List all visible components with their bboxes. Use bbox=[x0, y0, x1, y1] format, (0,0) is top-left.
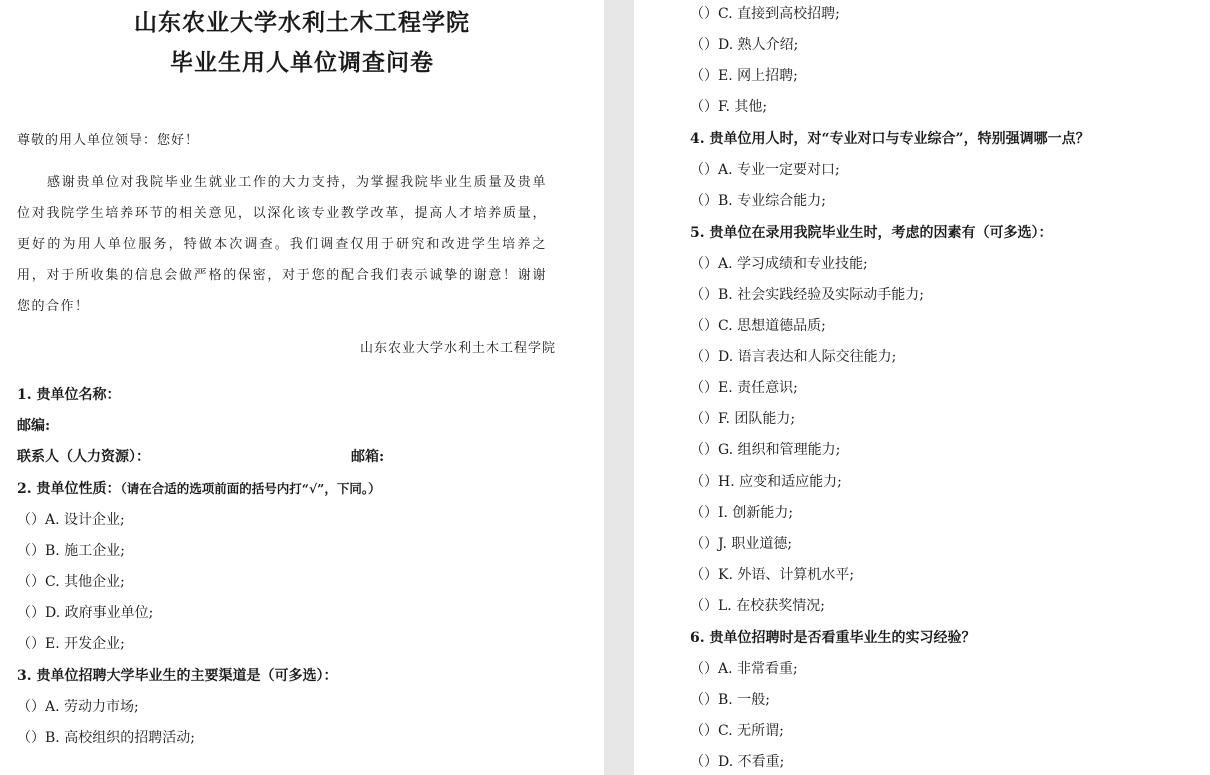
q2-label: 2. 贵单位性质： bbox=[17, 481, 121, 497]
q3-option-c[interactable]: （）C. 直接到高校招聘; bbox=[690, 6, 840, 22]
q5-option-h[interactable]: （）H. 应变和适应能力; bbox=[690, 474, 842, 490]
q4-label: 4. 贵单位用人时，对“专业对口与专业综合”，特别强调哪一点？ bbox=[690, 131, 1090, 147]
q6-option-b[interactable]: （）B. 一般; bbox=[690, 692, 770, 708]
q2-option-e[interactable]: （）E. 开发企业; bbox=[17, 636, 125, 652]
q1-postcode-label: 邮编: bbox=[17, 418, 51, 434]
q3-option-e[interactable]: （）E. 网上招聘; bbox=[690, 68, 798, 84]
q3-option-d[interactable]: （）D. 熟人介绍; bbox=[690, 37, 799, 53]
page-gap bbox=[604, 0, 634, 775]
q5-option-l[interactable]: （）L. 在校获奖情况; bbox=[690, 598, 825, 614]
q1-label: 1. 贵单位名称： bbox=[17, 387, 121, 403]
q1-email-label: 邮箱: bbox=[351, 449, 385, 465]
q3-option-a[interactable]: （）A. 劳动力市场; bbox=[17, 699, 139, 715]
q3-option-f[interactable]: （）F. 其他; bbox=[690, 99, 768, 115]
q4-option-a[interactable]: （）A. 专业一定要对口; bbox=[690, 162, 840, 178]
q5-option-j[interactable]: （）J. 职业道德; bbox=[690, 536, 793, 552]
title-line-2: 毕业生用人单位调查问卷 bbox=[170, 49, 434, 76]
q6-label: 6. 贵单位招聘时是否看重毕业生的实习经验？ bbox=[690, 630, 976, 646]
q6-option-d[interactable]: （）D. 不看重; bbox=[690, 754, 785, 770]
q1-contact-label: 联系人（人力资源）： bbox=[17, 449, 150, 465]
q6-option-c[interactable]: （）C. 无所谓; bbox=[690, 723, 784, 739]
q2-option-a[interactable]: （）A. 设计企业; bbox=[17, 512, 125, 528]
q5-option-f[interactable]: （）F. 团队能力; bbox=[690, 411, 796, 427]
q3-label: 3. 贵单位招聘大学毕业生的主要渠道是（可多选）： bbox=[17, 668, 338, 684]
document-page-left bbox=[0, 0, 604, 775]
q2-note: （请在合适的选项前面的括号内打“√”，下同。） bbox=[120, 481, 381, 496]
q5-option-e[interactable]: （）E. 责任意识; bbox=[690, 380, 798, 396]
q5-option-c[interactable]: （）C. 思想道德品质; bbox=[690, 318, 826, 334]
q3-option-b[interactable]: （）B. 高校组织的招聘活动; bbox=[17, 730, 195, 746]
q2-option-d[interactable]: （）D. 政府事业单位; bbox=[17, 605, 154, 621]
greeting: 尊敬的用人单位领导：您好！ bbox=[17, 133, 200, 148]
q5-option-k[interactable]: （）K. 外语、计算机水平; bbox=[690, 567, 855, 583]
q5-option-i[interactable]: （）I. 创新能力; bbox=[690, 505, 794, 521]
q2-option-c[interactable]: （）C. 其他企业; bbox=[17, 574, 125, 590]
document-page-right bbox=[634, 0, 1210, 775]
q2-option-b[interactable]: （）B. 施工企业; bbox=[17, 543, 125, 559]
intro-paragraph: 感谢贵单位对我院毕业生就业工作的大力支持，为掌握我院毕业生质量及贵单位对我院学生培养环节的相关意见，以深化该专业教学改革，提高人才培养质量，更好的为用人单位服务，特做本次调查。我们调查仅用于研究和改进学生培养之用，对于所收集的信息会做严格的保密，对于您的配合我们表示诚挚的谢意！谢谢您的合作！ bbox=[17, 175, 547, 314]
q5-label: 5. 贵单位在录用我院毕业生时，考虑的因素有（可多选）： bbox=[690, 225, 1053, 241]
q4-option-b[interactable]: （）B. 专业综合能力; bbox=[690, 193, 826, 209]
q5-option-d[interactable]: （）D. 语言表达和人际交往能力; bbox=[690, 349, 897, 365]
q6-option-a[interactable]: （）A. 非常看重; bbox=[690, 661, 798, 677]
q5-option-g[interactable]: （）G. 组织和管理能力; bbox=[690, 442, 841, 458]
title-line-1: 山东农业大学水利土木工程学院 bbox=[134, 9, 470, 36]
q5-option-a[interactable]: （）A. 学习成绩和专业技能; bbox=[690, 256, 868, 272]
signature: 山东农业大学水利土木工程学院 bbox=[359, 341, 556, 356]
q5-option-b[interactable]: （）B. 社会实践经验及实际动手能力; bbox=[690, 287, 924, 303]
q2-heading bbox=[17, 478, 381, 498]
